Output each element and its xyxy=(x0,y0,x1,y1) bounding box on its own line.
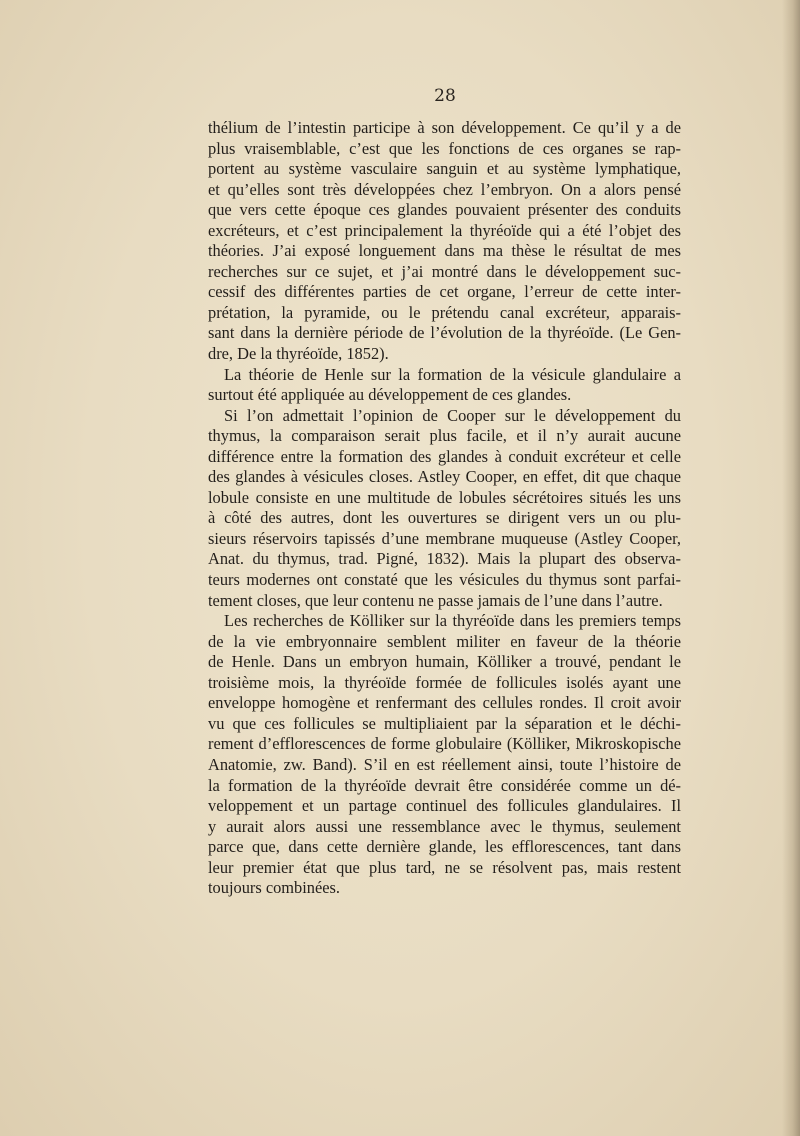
text-line: leur premier état que plus tard, ne se résolvent pas, mais restent xyxy=(208,857,681,877)
text-line: troisième mois, la thyréoïde formée de follicules isolés ayant une xyxy=(208,672,681,692)
text-line: de Henle. Dans un embryon humain, Kölliker a trouvé, pendant le xyxy=(208,652,681,672)
text-line: y aurait alors aussi une ressemblance avec le thymus, seulement xyxy=(208,816,681,836)
text-line: surtout été appliquée au développement de ces glandes. xyxy=(208,385,572,405)
text-line: des glandes à vésicules closes. Astley Cooper, en effet, dit que chaque xyxy=(208,467,681,487)
text-line: dre, De la thyréoïde, 1852). xyxy=(208,344,389,364)
page-number: 28 xyxy=(434,86,456,106)
text-line: enveloppe homogène et renfermant des cellules rondes. Il croit avoir xyxy=(208,693,681,713)
text-line: thymus, la comparaison serait plus facile, et il n’y aurait aucune xyxy=(208,426,681,446)
text-line: teurs modernes ont constaté que les vésicules du thymus sont parfai- xyxy=(208,570,681,590)
text-line: tement closes, que leur contenu ne passe jamais de l’une dans l’autre. xyxy=(208,590,663,610)
text-line: Anatomie, zw. Band). S’il en est réellement ainsi, toute l’histoire de xyxy=(208,754,681,774)
text-line: à côté des autres, dont les ouvertures se dirigent vers un ou plu- xyxy=(208,508,681,528)
text-line: cessif des différentes parties de cet organe, l’erreur de cette inter- xyxy=(208,282,681,302)
paragraph-first-line: Si l’on admettait l’opinion de Cooper sur le développement du xyxy=(224,405,681,425)
text-line: plus vraisemblable, c’est que les fonctions de ces organes se rap- xyxy=(208,138,681,158)
page-edge-shadow xyxy=(782,0,800,1136)
text-line: toujours combinées. xyxy=(208,878,341,898)
text-line: portent au système vasculaire sanguin et au système lymphatique, xyxy=(208,159,681,179)
text-line: vu que ces follicules se multipliaient par la séparation et le déchi- xyxy=(208,713,681,733)
text-line: sant dans la dernière période de l’évolution de la thyréoïde. (Le Gen- xyxy=(208,323,681,343)
text-line: théories. J’ai exposé longuement dans ma thèse le résultat de mes xyxy=(208,241,681,261)
text-line: la formation de la thyréoïde devrait être considérée comme un dé- xyxy=(208,775,681,795)
text-line: Anat. du thymus, trad. Pigné, 1832). Mais la plupart des observa- xyxy=(208,549,681,569)
text-line: parce que, dans cette dernière glande, les efflorescences, tant dans xyxy=(208,837,681,857)
text-line: excréteurs, et c’est principalement la thyréoïde qui a été l’objet des xyxy=(208,220,681,240)
text-line: de la vie embryonnaire semblent militer en faveur de la théorie xyxy=(208,631,681,651)
text-line: rement d’efflorescences de forme globulaire (Kölliker, Mikroskopische xyxy=(208,734,681,754)
text-line: recherches sur ce sujet, et j’ai montré dans le développement suc- xyxy=(208,261,681,281)
paragraph-first-line: La théorie de Henle sur la formation de la vésicule glandulaire a xyxy=(224,364,681,384)
text-line: sieurs réservoirs tapissés d’une membrane muqueuse (Astley Cooper, xyxy=(208,528,681,548)
body-text xyxy=(208,118,681,899)
text-line: que vers cette époque ces glandes pouvaient présenter des conduits xyxy=(208,200,681,220)
paragraph-first-line: Les recherches de Kölliker sur la thyréoïde dans les premiers temps xyxy=(224,611,681,631)
text-line: thélium de l’intestin participe à son développement. Ce qu’il y a de xyxy=(208,118,681,137)
text-line: et qu’elles sont très développées chez l’embryon. On a alors pensé xyxy=(208,179,681,199)
text-line: veloppement et un partage continuel des follicules glandulaires. Il xyxy=(208,796,681,816)
text-line: lobule consiste en une multitude de lobules sécrétoires situés les uns xyxy=(208,487,681,507)
text-line: différence entre la formation des glandes à conduit excréteur et celle xyxy=(208,446,681,466)
text-line: prétation, la pyramide, ou le prétendu canal excréteur, apparais- xyxy=(208,302,681,322)
